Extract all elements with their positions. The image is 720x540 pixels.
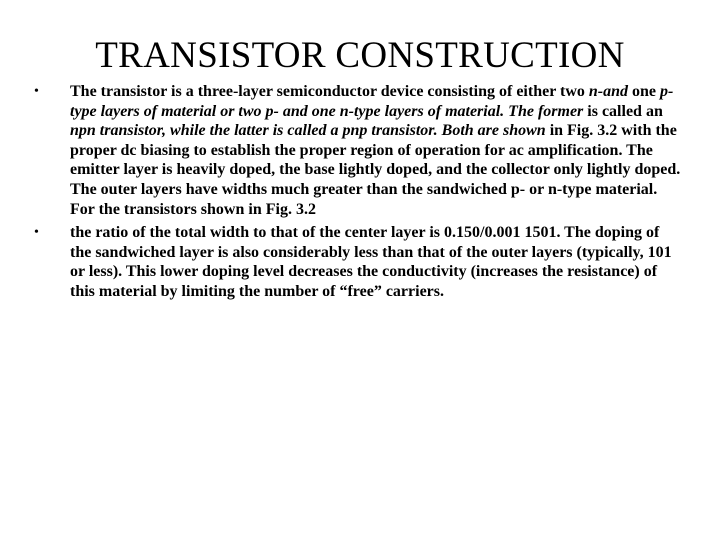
bullet-1-segment-6: npn transistor, while the latter is called a pnp transistor. Both are shown [70,122,550,140]
bullet-1-segment-2: n-and [588,83,633,100]
bullet-list [34,82,684,306]
bullet-item-1 [34,82,684,219]
bullet-dot-icon: • [34,84,39,99]
bullet-1-segment-1: The transistor is a three-layer semiconductor device consisting of either two [70,83,589,100]
slide-title: TRANSISTOR CONSTRUCTION [95,35,625,76]
bullet-text-1 [70,82,684,219]
bullet-text-2 [70,223,684,301]
bullet-dot-icon: • [34,225,39,241]
bullet-2-segment-1: the ratio of the total width to that of the center layer is 0.150/0.001 1501. The doping of the sandwiched layer is also considerably less than that of the outer layers (typically, 101 or less). This lower doping level decreases the conductivity (increases the resistance) of this material by limiting the number of “free” carriers. [70,224,672,300]
bullet-1-segment-3: one [632,83,661,100]
bullet-item-2 [34,223,684,301]
bullet-1-segment-7: in Fig. 3.2 with the proper dc biasing to establish the proper region of operation for ac amplification. The emitter layer is heavily doped, the base lightly doped, and the collector only lightly doped. The outer layers have widths much greater than the sandwiched p- or n-type material. For the transistors shown in Fig. 3.2 [70,122,681,218]
bullet-1-segment-4: p-type layers of material or two p- and one n-type layers of material. The former [70,83,674,120]
bullet-1-segment-5: is called an [587,102,663,120]
